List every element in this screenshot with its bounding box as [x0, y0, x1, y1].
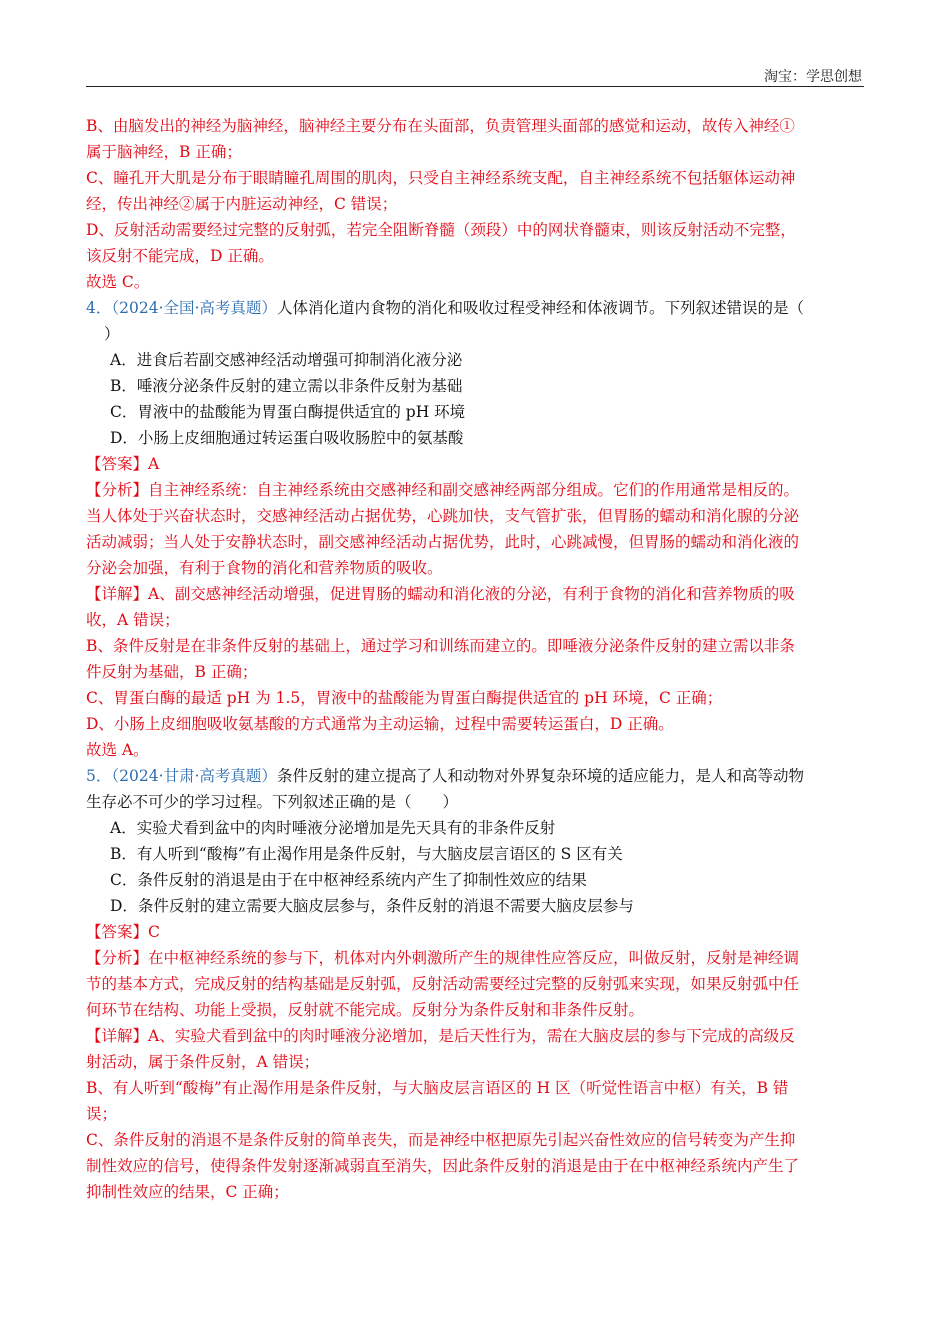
- detail-line: 射活动，属于条件反射，A 错误；: [86, 1053, 320, 1071]
- detail-line: C、胃蛋白酶的最适 pH 为 1.5，胃液中的盐酸能为胃蛋白酶提供适宜的 pH 环境，C 正确；: [86, 689, 723, 707]
- text-line: D、反射活动需要经过完整的反射弧，若完全阻断脊髓（颈段）中的网状脊髓束，则该反射活动不完整，: [86, 221, 796, 239]
- option-b: B．有人听到“酸梅”有止渴作用是条件反射，与大脑皮层言语区的 S 区有关: [110, 845, 623, 863]
- question-5-stem: [86, 763, 864, 789]
- detail-line: 【详解】A、实验犬看到盆中的肉时唾液分泌增加，是后天性行为，需在大脑皮层的参与下完成的高级反: [86, 1027, 795, 1045]
- question-text: 条件反射的建立提高了人和动物对外界复杂环境的适应能力，是人和高等动物: [276, 767, 804, 785]
- text-line: 经，传出神经②属于内脏运动神经，C 错误；: [86, 195, 398, 213]
- detail-line: C、条件反射的消退不是条件反射的简单丧失，而是神经中枢把原先引起兴奋性效应的信号转变为产生抑: [86, 1131, 796, 1149]
- option-c: C．胃液中的盐酸能为胃蛋白酶提供适宜的 pH 环境: [110, 403, 466, 421]
- text-line: B、由脑发出的神经为脑神经，脑神经主要分布在头面部，负责管理头面部的感觉和运动，故传入神经①: [86, 117, 795, 135]
- detail-line: 件反射为基础，B 正确；: [86, 663, 258, 681]
- question-text: 人体消化道内食物的消化和吸收过程受神经和体液调节。下列叙述错误的是（: [276, 299, 804, 317]
- question-number: 4．: [86, 299, 112, 317]
- text-line: 该反射不能完成，D 正确。: [86, 247, 274, 265]
- question-source: （2024·甘肃·高考真题）: [111, 767, 277, 785]
- question-4-stem: [86, 295, 864, 321]
- detail-line: 制性效应的信号，使得条件发射逐渐减弱直至消失，因此条件反射的消退是由于在中枢神经系统内产生了: [86, 1157, 800, 1175]
- option-a: A．实验犬看到盆中的肉时唾液分泌增加是先天具有的非条件反射: [110, 819, 556, 837]
- analysis-line: 【分析】在中枢神经系统的参与下，机体对内外刺激所产生的规律性应答反应，叫做反射，反射是神经调: [86, 949, 800, 967]
- option-d: D．条件反射的建立需要大脑皮层参与，条件反射的消退不需要大脑皮层参与: [110, 897, 634, 915]
- answer: 【答案】C: [86, 923, 160, 941]
- detail-line: 误；: [86, 1105, 118, 1123]
- detail-line: D、小肠上皮细胞吸收氨基酸的方式通常为主动运输，过程中需要转运蛋白，D 正确。: [86, 715, 674, 733]
- option-a: A．进食后若副交感神经活动增强可抑制消化液分泌: [110, 351, 463, 369]
- question-number: 5．: [86, 767, 112, 785]
- analysis-line: 当人体处于兴奋状态时，交感神经活动占据优势，心跳加快，支气管扩张，但胃肠的蠕动和消化腺的分泌: [86, 507, 800, 525]
- conclusion: 故选 C。: [86, 273, 150, 291]
- header-rule: [86, 86, 864, 87]
- detail-line: 【详解】A、副交感神经活动增强，促进胃肠的蠕动和消化液的分泌，有利于食物的消化和营养物质的吸: [86, 585, 795, 603]
- option-b: B．唾液分泌条件反射的建立需以非条件反射为基础: [110, 377, 463, 395]
- question-source: （2024·全国·高考真题）: [111, 299, 277, 317]
- detail-line: B、有人听到“酸梅”有止渴作用是条件反射，与大脑皮层言语区的 H 区（听觉性语言中枢）有关，B 错: [86, 1079, 789, 1097]
- text-line: C、瞳孔开大肌是分布于眼睛瞳孔周围的肌肉，只受自主神经系统支配，自主神经系统不包括躯体运动神: [86, 169, 796, 187]
- analysis-line: 分泌会加强，有利于食物的消化和营养物质的吸收。: [86, 559, 443, 577]
- text-line: 属于脑神经，B 正确；: [86, 143, 242, 161]
- option-c: C．条件反射的消退是由于在中枢神经系统内产生了抑制性效应的结果: [110, 871, 587, 889]
- conclusion: 故选 A。: [86, 741, 149, 759]
- question-text-cont: 生存必不可少的学习过程。下列叙述正确的是（ ）: [86, 793, 459, 811]
- option-d: D．小肠上皮细胞通过转运蛋白吸收肠腔中的氨基酸: [110, 429, 464, 447]
- analysis-line: 活动减弱；当人处于安静状态时，副交感神经活动占据优势，此时，心跳减慢，但胃肠的蠕动和消化液的: [86, 533, 800, 551]
- answer: 【答案】A: [86, 455, 160, 473]
- detail-line: B、条件反射是在非条件反射的基础上，通过学习和训练而建立的。即唾液分泌条件反射的建立需以非条: [86, 637, 795, 655]
- analysis-line: 节的基本方式，完成反射的结构基础是反射弧，反射活动需要经过完整的反射弧来实现，如果反射弧中任: [86, 975, 800, 993]
- detail-line: 抑制性效应的结果，C 正确；: [86, 1183, 289, 1201]
- analysis-line: 【分析】自主神经系统：自主神经系统由交感神经和副交感神经两部分组成。它们的作用通常是相反的。: [86, 481, 800, 499]
- question-text-cont: ）: [104, 325, 120, 343]
- document-body: [86, 113, 864, 1205]
- header-brand: 淘宝：学思创想: [764, 69, 862, 85]
- analysis-line: 何环节在结构、功能上受损，反射就不能完成。反射分为条件反射和非条件反射。: [86, 1001, 645, 1019]
- detail-line: 收，A 错误；: [86, 611, 180, 629]
